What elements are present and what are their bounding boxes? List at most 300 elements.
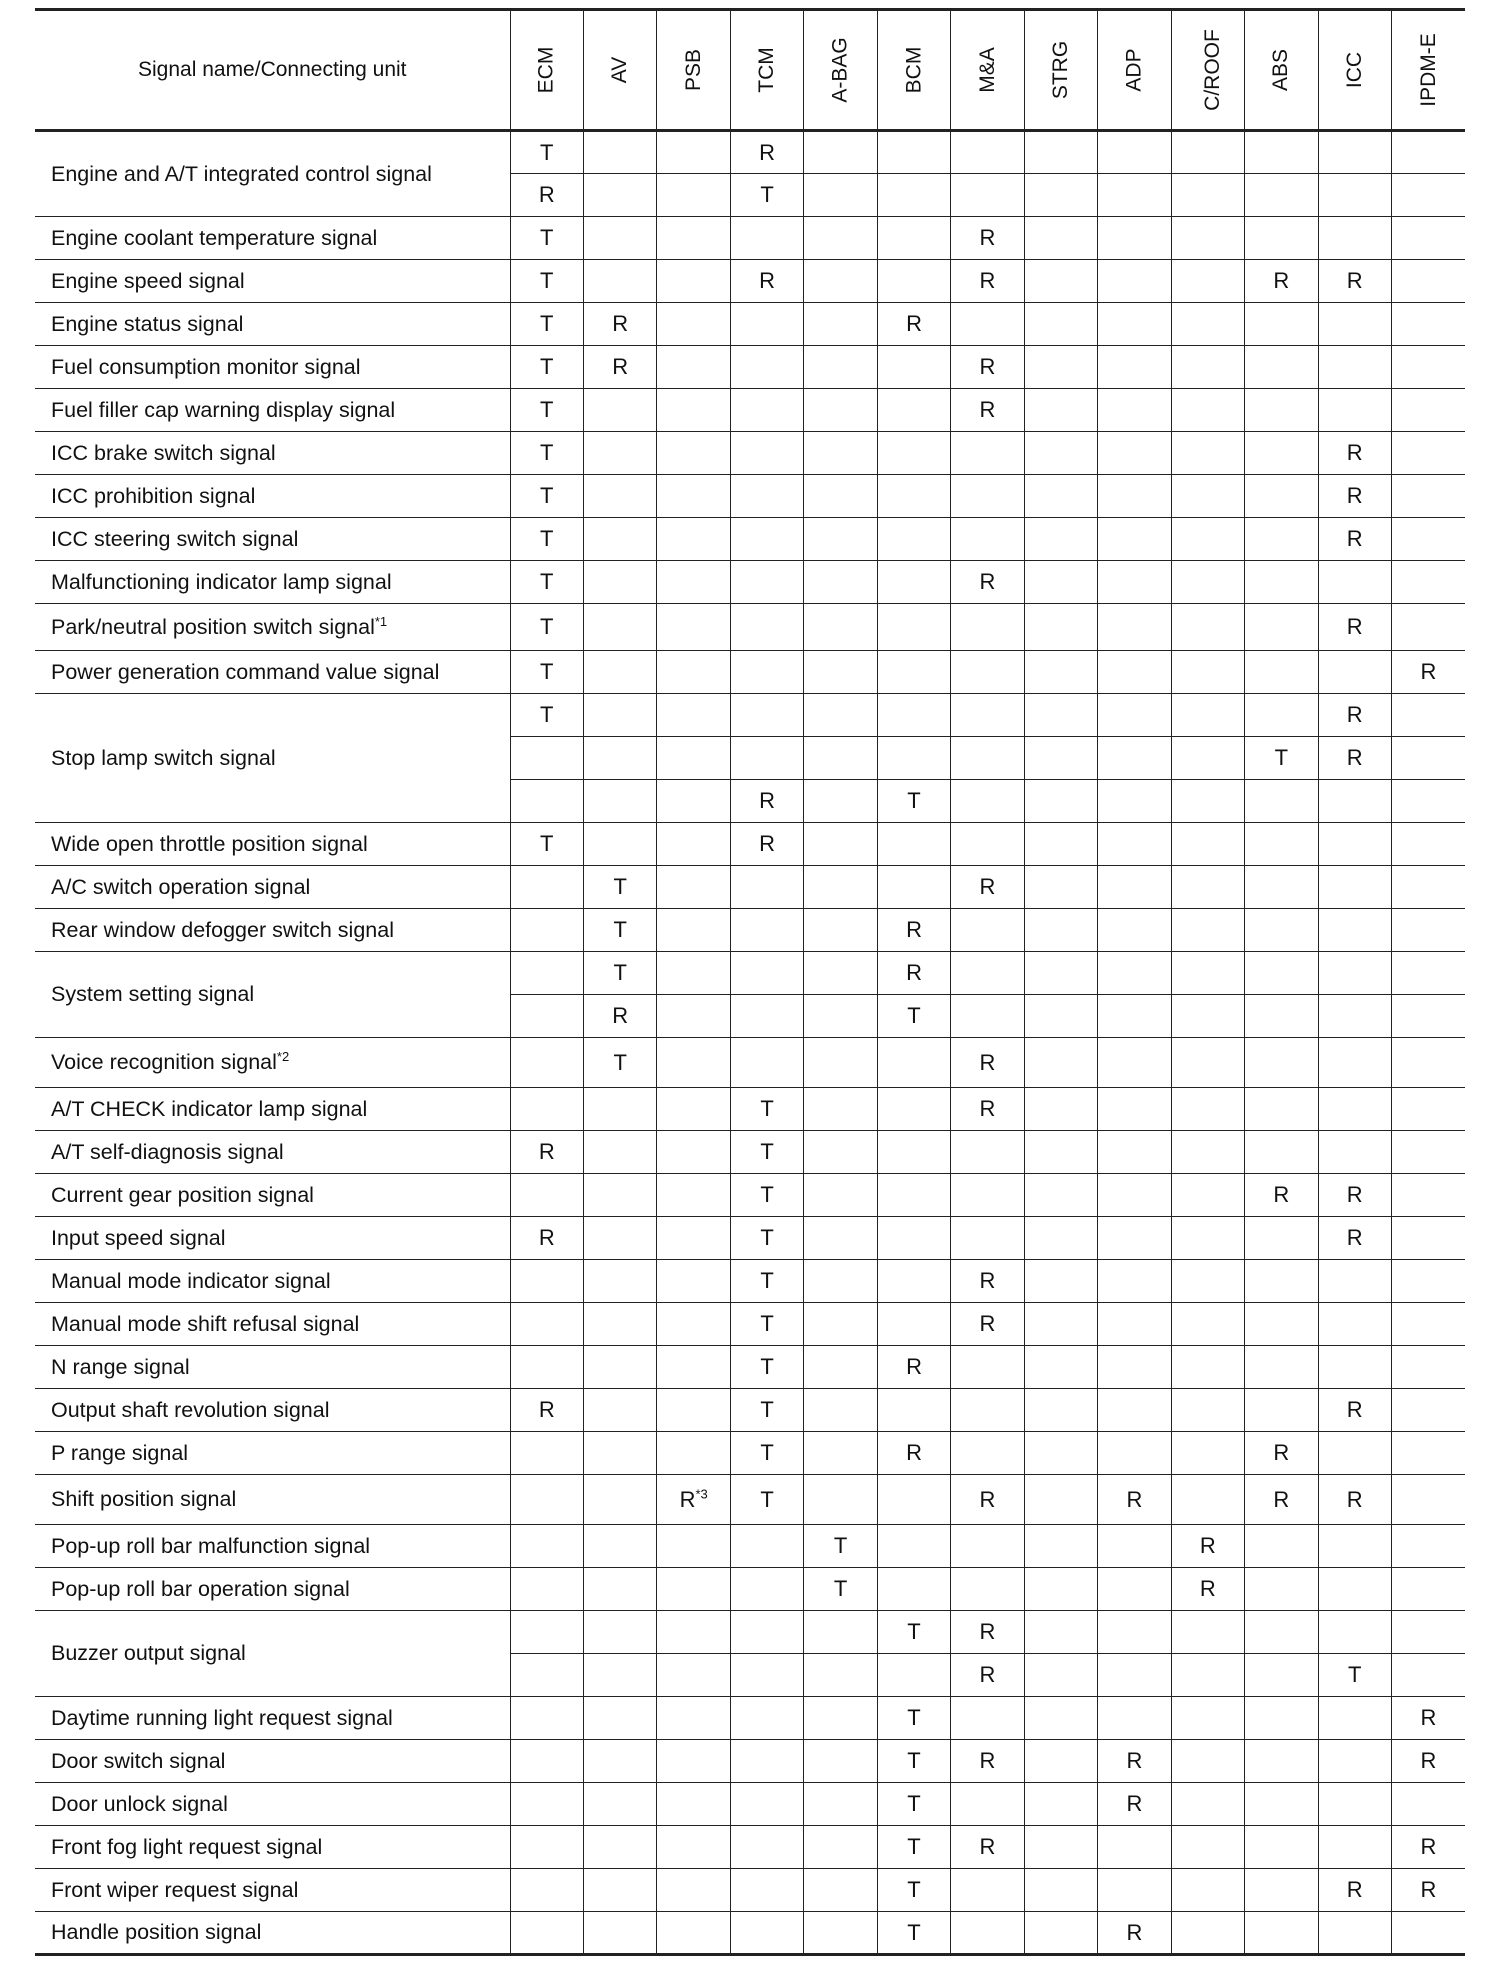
role-cell [730, 346, 803, 389]
role-cell [1098, 1131, 1171, 1174]
role-cell [804, 1260, 877, 1303]
role-cell [804, 131, 877, 174]
unit-header [510, 10, 583, 131]
role-cell [1098, 1038, 1171, 1088]
role-cell [1245, 604, 1318, 651]
role-cell [1098, 1389, 1171, 1432]
role-cell [657, 952, 730, 995]
role-cell [951, 518, 1024, 561]
table-row [35, 1912, 1465, 1955]
role-cell [1171, 823, 1244, 866]
role-cell [804, 1346, 877, 1389]
role-cell [1171, 694, 1244, 737]
role-cell [1245, 1346, 1318, 1389]
role-cell [657, 1525, 730, 1568]
unit-header [583, 10, 656, 131]
signal-name-cell: Daytime running light request signal [35, 1697, 510, 1740]
role-cell [1098, 694, 1171, 737]
signal-name-cell: N range signal [35, 1346, 510, 1389]
role-cell [1391, 303, 1465, 346]
signal-name-cell: Front wiper request signal [35, 1869, 510, 1912]
role-cell [1024, 1568, 1097, 1611]
role-cell [657, 518, 730, 561]
role-cell [1318, 866, 1391, 909]
table-row [35, 1346, 1465, 1389]
role-cell: T [804, 1568, 877, 1611]
role-cell [951, 1346, 1024, 1389]
role-cell [1098, 952, 1171, 995]
table-row [35, 952, 1465, 995]
role-cell [1318, 1783, 1391, 1826]
table-row [35, 866, 1465, 909]
role-cell [1098, 475, 1171, 518]
role-cell [1245, 1568, 1318, 1611]
role-cell [1391, 432, 1465, 475]
role-cell [951, 995, 1024, 1038]
role-cell: R [951, 346, 1024, 389]
role-cell [951, 1525, 1024, 1568]
role-cell [730, 475, 803, 518]
signal-name-cell: Engine speed signal [35, 260, 510, 303]
role-cell [1171, 737, 1244, 780]
role-cell: R [1318, 737, 1391, 780]
role-cell [1098, 737, 1171, 780]
table-body [35, 131, 1465, 1955]
role-cell [804, 432, 877, 475]
role-cell [657, 866, 730, 909]
unit-header-label: C/ROOF [1200, 29, 1224, 111]
role-cell [1024, 1697, 1097, 1740]
role-cell [583, 1174, 656, 1217]
role-cell [583, 260, 656, 303]
role-cell: T [510, 561, 583, 604]
role-cell [1245, 995, 1318, 1038]
signal-table-sheet [35, 8, 1465, 1956]
role-cell [1024, 1088, 1097, 1131]
role-cell [1098, 131, 1171, 174]
role-cell [1391, 823, 1465, 866]
role-cell [951, 432, 1024, 475]
role-cell [1098, 1432, 1171, 1475]
table-row [35, 651, 1465, 694]
role-cell [1318, 909, 1391, 952]
role-cell [510, 1475, 583, 1525]
role-cell [510, 1740, 583, 1783]
role-cell [877, 651, 950, 694]
role-cell [657, 1654, 730, 1697]
role-cell [877, 694, 950, 737]
role-cell [1098, 1088, 1171, 1131]
role-cell [583, 131, 656, 174]
signal-name-cell: Front fog light request signal [35, 1826, 510, 1869]
role-cell [657, 1038, 730, 1088]
role-cell: T [804, 1525, 877, 1568]
role-cell [1318, 1568, 1391, 1611]
role-cell [804, 866, 877, 909]
role-cell: T [510, 604, 583, 651]
role-cell [1024, 131, 1097, 174]
role-cell [1245, 1303, 1318, 1346]
role-cell [1171, 1869, 1244, 1912]
role-cell: R [1318, 1389, 1391, 1432]
unit-header-label: TCM [755, 47, 779, 93]
role-cell: R [951, 1654, 1024, 1697]
role-cell [1245, 389, 1318, 432]
role-cell: R [1098, 1475, 1171, 1525]
role-cell [1171, 1475, 1244, 1525]
signal-name-cell: Power generation command value signal [35, 651, 510, 694]
role-cell: T [510, 432, 583, 475]
role-cell [730, 1525, 803, 1568]
signal-name-cell: Input speed signal [35, 1217, 510, 1260]
role-cell [1171, 475, 1244, 518]
role-cell [877, 260, 950, 303]
role-cell: R [951, 389, 1024, 432]
table-row [35, 1869, 1465, 1912]
role-cell [730, 1826, 803, 1869]
role-cell [657, 1088, 730, 1131]
role-cell: R [1318, 1174, 1391, 1217]
role-cell [1098, 1217, 1171, 1260]
role-cell [877, 737, 950, 780]
role-cell [1171, 346, 1244, 389]
role-cell: R [1318, 475, 1391, 518]
role-cell [1098, 1260, 1171, 1303]
role-cell [1245, 866, 1318, 909]
role-cell [877, 866, 950, 909]
role-cell: R [1318, 1217, 1391, 1260]
role-cell [1391, 1783, 1465, 1826]
role-cell [1318, 1260, 1391, 1303]
role-cell [951, 1174, 1024, 1217]
role-cell [730, 432, 803, 475]
role-cell [951, 952, 1024, 995]
role-cell [1245, 1217, 1318, 1260]
role-cell [1024, 1654, 1097, 1697]
role-cell [877, 561, 950, 604]
role-cell [951, 1869, 1024, 1912]
signal-name-cell: A/T CHECK indicator lamp signal [35, 1088, 510, 1131]
role-cell [1318, 823, 1391, 866]
table-row [35, 131, 1465, 174]
role-cell: R [1245, 1432, 1318, 1475]
role-cell [510, 1568, 583, 1611]
role-cell [657, 260, 730, 303]
role-cell: T [877, 1912, 950, 1955]
role-cell [1318, 561, 1391, 604]
unit-header-label: ADP [1122, 48, 1146, 92]
role-cell: T [730, 1088, 803, 1131]
role-cell [730, 952, 803, 995]
role-cell [877, 1303, 950, 1346]
table-row [35, 1432, 1465, 1475]
role-cell [1171, 995, 1244, 1038]
role-cell [1098, 1525, 1171, 1568]
unit-header-label: A-BAG [828, 37, 852, 103]
role-cell [1024, 475, 1097, 518]
role-cell [951, 1783, 1024, 1826]
role-cell [730, 1740, 803, 1783]
role-cell [1391, 604, 1465, 651]
role-cell: T [877, 1697, 950, 1740]
role-cell [951, 1389, 1024, 1432]
role-cell [1098, 1303, 1171, 1346]
role-cell [510, 1912, 583, 1955]
role-cell [1245, 1740, 1318, 1783]
table-row [35, 1611, 1465, 1654]
role-cell [1245, 217, 1318, 260]
role-cell [510, 909, 583, 952]
role-cell [657, 131, 730, 174]
role-cell [1318, 131, 1391, 174]
role-cell [1245, 1389, 1318, 1432]
table-row [35, 303, 1465, 346]
role-cell: T [730, 1260, 803, 1303]
unit-header [951, 10, 1024, 131]
role-cell [1171, 866, 1244, 909]
role-cell [804, 174, 877, 217]
role-cell [657, 174, 730, 217]
role-cell [804, 1826, 877, 1869]
role-cell [1171, 1303, 1244, 1346]
role-cell [951, 1568, 1024, 1611]
role-cell [1171, 389, 1244, 432]
table-row [35, 1389, 1465, 1432]
role-cell [1098, 1568, 1171, 1611]
table-row [35, 1740, 1465, 1783]
role-cell [583, 1525, 656, 1568]
role-cell [1098, 1174, 1171, 1217]
role-cell [1024, 1432, 1097, 1475]
role-cell [1318, 1088, 1391, 1131]
role-cell [657, 1697, 730, 1740]
signal-name-cell: Fuel filler cap warning display signal [35, 389, 510, 432]
role-cell [951, 694, 1024, 737]
role-cell [1024, 303, 1097, 346]
role-cell [1318, 1611, 1391, 1654]
role-cell [1318, 1432, 1391, 1475]
table-row [35, 1697, 1465, 1740]
role-cell [1245, 561, 1318, 604]
signal-name-cell: Stop lamp switch signal [35, 694, 510, 823]
role-cell [657, 1826, 730, 1869]
role-cell [1171, 952, 1244, 995]
role-cell [1245, 1697, 1318, 1740]
role-cell [804, 1783, 877, 1826]
role-cell [583, 1740, 656, 1783]
role-cell [1024, 1038, 1097, 1088]
signal-name-header: Signal name/Connecting unit [35, 10, 510, 131]
role-cell [657, 909, 730, 952]
role-cell [583, 1432, 656, 1475]
role-cell: $R^{*3}$ [657, 1475, 730, 1525]
table-row [35, 604, 1465, 651]
role-cell: R [730, 260, 803, 303]
table-row [35, 909, 1465, 952]
role-cell [804, 694, 877, 737]
role-cell [657, 604, 730, 651]
role-cell [657, 1346, 730, 1389]
role-cell: R [1391, 651, 1465, 694]
role-cell [657, 823, 730, 866]
role-cell [951, 1697, 1024, 1740]
table-row [35, 1525, 1465, 1568]
role-cell [730, 1869, 803, 1912]
role-cell [1391, 1303, 1465, 1346]
role-cell: R [951, 1038, 1024, 1088]
role-cell [583, 1346, 656, 1389]
role-cell [951, 604, 1024, 651]
signal-name-cell: Rear window defogger switch signal [35, 909, 510, 952]
table-row [35, 1260, 1465, 1303]
footnote-marker: *1 [374, 613, 388, 629]
table-row [35, 389, 1465, 432]
role-cell [1391, 1217, 1465, 1260]
signal-name-cell: ICC steering switch signal [35, 518, 510, 561]
role-cell: R [1245, 260, 1318, 303]
role-cell [1024, 1303, 1097, 1346]
role-cell [1024, 1174, 1097, 1217]
role-cell [804, 1217, 877, 1260]
role-cell [657, 1131, 730, 1174]
role-cell [1171, 651, 1244, 694]
role-cell: R [1391, 1740, 1465, 1783]
role-cell [510, 866, 583, 909]
role-cell [1171, 604, 1244, 651]
signal-name-cell: Wide open throttle position signal [35, 823, 510, 866]
unit-header [877, 10, 950, 131]
role-cell [804, 1088, 877, 1131]
role-cell: R [951, 260, 1024, 303]
role-cell [510, 1174, 583, 1217]
role-cell: T [510, 260, 583, 303]
role-cell [951, 1131, 1024, 1174]
role-cell [1245, 1654, 1318, 1697]
role-cell [804, 1432, 877, 1475]
role-cell [583, 1654, 656, 1697]
role-cell [1171, 260, 1244, 303]
role-cell [1318, 995, 1391, 1038]
role-cell [1171, 432, 1244, 475]
role-cell [804, 389, 877, 432]
unit-header [1391, 10, 1465, 131]
role-cell [1391, 1389, 1465, 1432]
role-cell [877, 389, 950, 432]
role-cell [1024, 1869, 1097, 1912]
role-cell [951, 651, 1024, 694]
role-cell [583, 1869, 656, 1912]
role-cell [730, 1697, 803, 1740]
role-cell [1171, 1432, 1244, 1475]
role-cell [730, 1654, 803, 1697]
role-cell [583, 737, 656, 780]
role-cell [804, 1654, 877, 1697]
role-cell [1171, 1697, 1244, 1740]
footnote-marker: *3 [695, 1486, 708, 1502]
role-cell: R [877, 1346, 950, 1389]
role-cell: R [730, 780, 803, 823]
role-cell [1391, 1260, 1465, 1303]
role-cell: R [1318, 1869, 1391, 1912]
role-cell [1245, 303, 1318, 346]
role-cell [510, 1260, 583, 1303]
role-cell [1391, 1432, 1465, 1475]
role-cell [1245, 651, 1318, 694]
unit-header-label: AV [608, 56, 632, 84]
table-row [35, 1568, 1465, 1611]
role-cell [1245, 1131, 1318, 1174]
role-cell [510, 995, 583, 1038]
role-cell [1171, 1088, 1244, 1131]
role-cell [1391, 694, 1465, 737]
role-cell [730, 1038, 803, 1088]
role-cell: T [510, 518, 583, 561]
role-cell [1391, 131, 1465, 174]
role-cell: R [510, 1389, 583, 1432]
role-cell [1318, 1131, 1391, 1174]
unit-header-label: PSB [681, 48, 705, 92]
unit-header-label: STRG [1048, 40, 1072, 100]
role-cell [1391, 952, 1465, 995]
role-cell [1245, 1260, 1318, 1303]
table-row [35, 1303, 1465, 1346]
role-cell [583, 823, 656, 866]
role-cell [951, 1217, 1024, 1260]
role-cell [804, 1389, 877, 1432]
role-cell [1391, 475, 1465, 518]
role-cell: T [730, 1389, 803, 1432]
role-cell: T [877, 1869, 950, 1912]
unit-header-label: M&A [975, 47, 999, 93]
role-cell: T [730, 1432, 803, 1475]
role-cell [1098, 909, 1171, 952]
role-cell: R [1245, 1174, 1318, 1217]
role-cell: T [730, 1303, 803, 1346]
role-cell [1024, 432, 1097, 475]
role-cell [1171, 1217, 1244, 1260]
role-cell [1318, 217, 1391, 260]
role-cell [657, 217, 730, 260]
role-cell [730, 1783, 803, 1826]
role-cell [1318, 389, 1391, 432]
role-cell [1245, 346, 1318, 389]
role-cell [1318, 1912, 1391, 1955]
role-cell [1171, 303, 1244, 346]
role-cell [1024, 217, 1097, 260]
role-cell [804, 1740, 877, 1783]
role-cell [804, 823, 877, 866]
role-cell [1245, 1038, 1318, 1088]
unit-header [1245, 10, 1318, 131]
role-cell [583, 1260, 656, 1303]
role-cell [804, 780, 877, 823]
role-cell [1245, 694, 1318, 737]
table-row [35, 1217, 1465, 1260]
role-cell: R [951, 1826, 1024, 1869]
role-cell: T [510, 475, 583, 518]
unit-header [1024, 10, 1097, 131]
role-cell [804, 1912, 877, 1955]
role-cell [657, 1303, 730, 1346]
signal-name-cell: Fuel consumption monitor signal [35, 346, 510, 389]
role-cell [583, 1783, 656, 1826]
role-cell: R [951, 1475, 1024, 1525]
role-cell [583, 1389, 656, 1432]
role-cell: T [510, 694, 583, 737]
role-cell [951, 475, 1024, 518]
role-cell [730, 1568, 803, 1611]
signal-name-cell: Door switch signal [35, 1740, 510, 1783]
